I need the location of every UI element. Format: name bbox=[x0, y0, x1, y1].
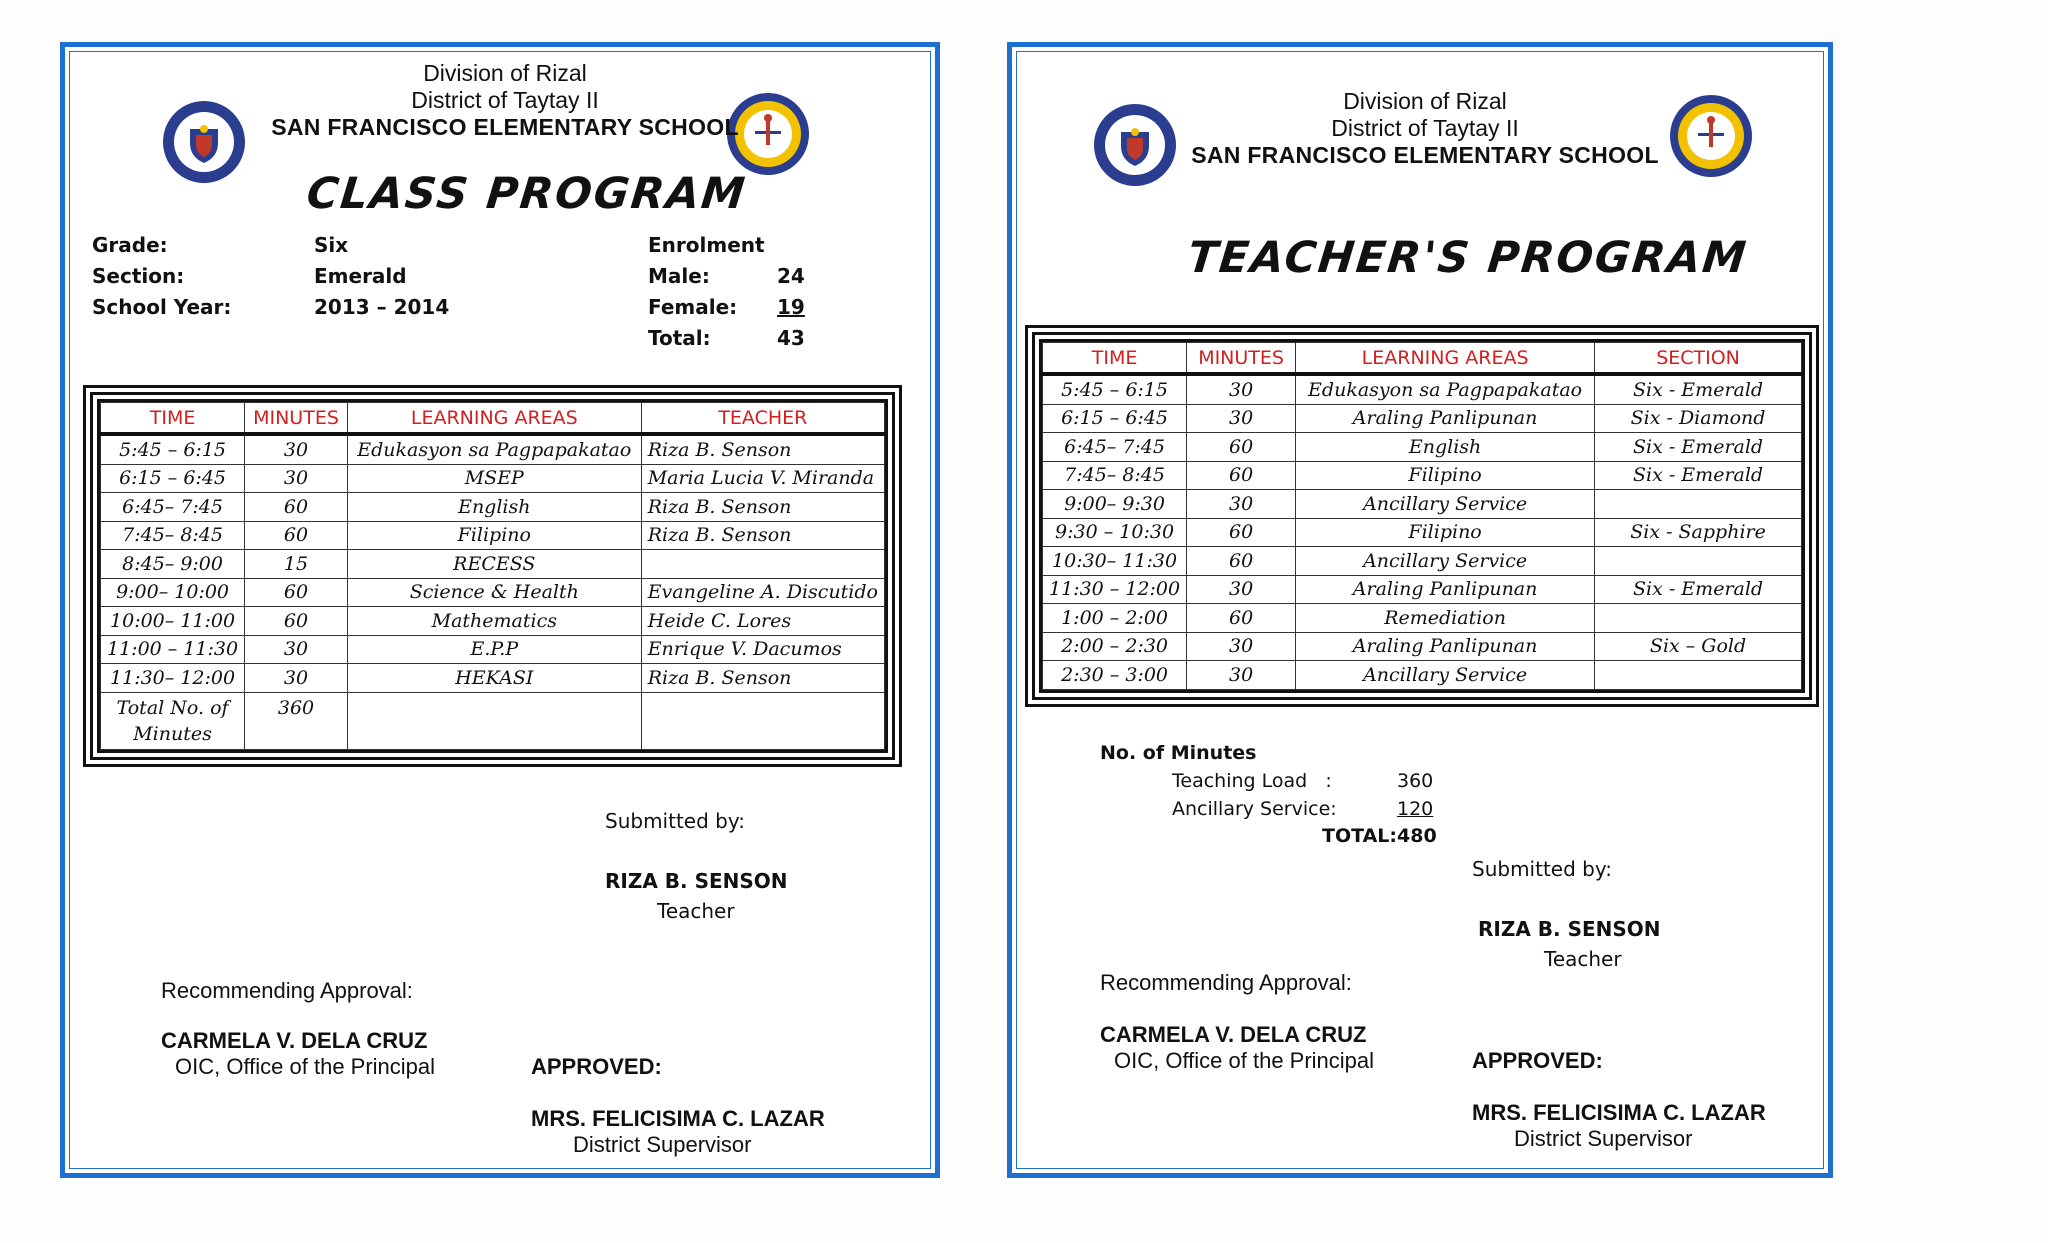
minutes-cell: 30 bbox=[245, 635, 348, 664]
minutes-cell: 30 bbox=[1187, 490, 1296, 519]
total-empty-cell bbox=[347, 692, 641, 749]
learning-area-cell: Science & Health bbox=[347, 578, 641, 607]
recommender-role: OIC, Office of the Principal bbox=[1114, 1048, 1375, 1073]
last-cell: Riza B. Senson bbox=[641, 521, 884, 550]
total-minutes-value: 360 bbox=[245, 692, 348, 749]
enrolment-labels bbox=[648, 230, 765, 354]
school-name: SAN FRANCISCO ELEMENTARY SCHOOL bbox=[271, 114, 739, 140]
table-row bbox=[101, 493, 885, 522]
class-schedule-body bbox=[101, 434, 885, 692]
time-cell: 1:00 – 2:00 bbox=[1043, 604, 1187, 633]
learning-area-cell: HEKASI bbox=[347, 664, 641, 693]
recommending-label: Recommending Approval: bbox=[1100, 970, 1352, 995]
table-row bbox=[1043, 661, 1802, 690]
learning-area-cell: MSEP bbox=[347, 464, 641, 493]
time-cell: 9:30 – 10:30 bbox=[1043, 518, 1187, 547]
learning-area-cell: RECESS bbox=[347, 550, 641, 579]
male-label: Male: bbox=[648, 264, 710, 288]
learning-area-cell: Edukasyon sa Pagpapakatao bbox=[347, 434, 641, 464]
minutes-cell: 60 bbox=[245, 578, 348, 607]
minutes-cell: 60 bbox=[1187, 547, 1296, 576]
table-row bbox=[1043, 632, 1802, 661]
enrolment-values bbox=[777, 261, 805, 354]
last-cell bbox=[1595, 490, 1802, 519]
section-label: Section: bbox=[92, 264, 185, 288]
header-teacher: TEACHER bbox=[641, 403, 884, 435]
last-cell: Evangeline A. Discutido bbox=[641, 578, 884, 607]
last-cell: Six - Diamond bbox=[1595, 404, 1802, 433]
recommending-label: Recommending Approval: bbox=[161, 978, 413, 1003]
table-row bbox=[101, 664, 885, 693]
learning-area-cell: Araling Panlipunan bbox=[1296, 575, 1595, 604]
minutes-cell: 60 bbox=[245, 607, 348, 636]
teaching-load-value: 360 bbox=[1397, 770, 1434, 792]
recommender-name: CARMELA V. DELA CRUZ bbox=[161, 1028, 428, 1053]
approver-role: District Supervisor bbox=[1514, 1126, 1693, 1151]
last-cell bbox=[1595, 604, 1802, 633]
total-minutes-label: Total No. of Minutes bbox=[101, 692, 245, 749]
time-cell: 6:15 – 6:45 bbox=[1043, 404, 1187, 433]
last-cell: Maria Lucia V. Miranda bbox=[641, 464, 884, 493]
last-cell bbox=[641, 550, 884, 579]
approved-label: APPROVED: bbox=[1472, 1048, 1603, 1073]
learning-area-cell: English bbox=[1296, 433, 1595, 462]
last-cell: Riza B. Senson bbox=[641, 434, 884, 464]
time-cell: 5:45 – 6:15 bbox=[1043, 374, 1187, 404]
teacher-schedule-frame bbox=[1025, 325, 1819, 707]
learning-area-cell: E.P.P bbox=[347, 635, 641, 664]
learning-area-cell: Ancillary Service bbox=[1296, 661, 1595, 690]
minutes-cell: 60 bbox=[1187, 604, 1296, 633]
submitter-name: RIZA B. SENSON bbox=[1478, 917, 1661, 941]
header-minutes: MINUTES bbox=[245, 403, 348, 435]
header-minutes: MINUTES bbox=[1187, 343, 1296, 375]
table-row bbox=[101, 578, 885, 607]
table-row bbox=[1043, 404, 1802, 433]
submitter-role: Teacher bbox=[1544, 947, 1622, 971]
minutes-cell: 60 bbox=[1187, 433, 1296, 462]
minutes-cell: 30 bbox=[245, 664, 348, 693]
learning-area-cell: Araling Panlipunan bbox=[1296, 404, 1595, 433]
submitter-role: Teacher bbox=[657, 899, 735, 923]
minutes-total-label: TOTAL: bbox=[1322, 825, 1398, 847]
female-label: Female: bbox=[648, 295, 738, 319]
learning-area-cell: Ancillary Service bbox=[1296, 547, 1595, 576]
header-time: TIME bbox=[101, 403, 245, 435]
division-text: Division of Rizal bbox=[423, 60, 587, 86]
table-total-row bbox=[101, 692, 885, 749]
learning-area-cell: Ancillary Service bbox=[1296, 490, 1595, 519]
year-label: School Year: bbox=[92, 295, 232, 319]
minutes-cell: 30 bbox=[245, 434, 348, 464]
last-cell: Enrique V. Dacumos bbox=[641, 635, 884, 664]
learning-area-cell: English bbox=[347, 493, 641, 522]
teacher-program-page bbox=[1007, 42, 1833, 1178]
approved-label: APPROVED: bbox=[531, 1054, 662, 1079]
table-row bbox=[1043, 575, 1802, 604]
school-header bbox=[1012, 88, 1838, 169]
learning-area-cell: Remediation bbox=[1296, 604, 1595, 633]
grade-label: Grade: bbox=[92, 233, 168, 257]
time-cell: 5:45 – 6:15 bbox=[101, 434, 245, 464]
submitter-name: RIZA B. SENSON bbox=[605, 869, 788, 893]
header-section: SECTION bbox=[1595, 343, 1802, 375]
time-cell: 9:00– 9:30 bbox=[1043, 490, 1187, 519]
table-row bbox=[1043, 433, 1802, 462]
learning-area-cell: Filipino bbox=[1296, 461, 1595, 490]
time-cell: 6:45– 7:45 bbox=[1043, 433, 1187, 462]
page-title: TEACHER'S PROGRAM bbox=[1185, 233, 1751, 283]
total-label: Total: bbox=[648, 326, 711, 350]
table-row bbox=[101, 635, 885, 664]
last-cell: Six - Emerald bbox=[1595, 575, 1802, 604]
last-cell: Riza B. Senson bbox=[641, 664, 884, 693]
last-cell: Six - Emerald bbox=[1595, 374, 1802, 404]
minutes-cell: 30 bbox=[1187, 661, 1296, 690]
learning-area-cell: Edukasyon sa Pagpapakatao bbox=[1296, 374, 1595, 404]
minutes-cell: 60 bbox=[1187, 518, 1296, 547]
school-header bbox=[65, 60, 945, 141]
time-cell: 10:00– 11:00 bbox=[101, 607, 245, 636]
class-program-page bbox=[60, 42, 940, 1178]
section-value: Emerald bbox=[314, 264, 407, 288]
last-cell: Six - Emerald bbox=[1595, 433, 1802, 462]
division-text: Division of Rizal bbox=[1343, 88, 1507, 114]
table-row bbox=[1043, 518, 1802, 547]
time-cell: 6:45– 7:45 bbox=[101, 493, 245, 522]
teaching-load-label: Teaching Load : bbox=[1172, 770, 1332, 792]
total-value: 43 bbox=[777, 326, 805, 350]
time-cell: 8:45– 9:00 bbox=[101, 550, 245, 579]
minutes-heading: No. of Minutes bbox=[1100, 742, 1257, 764]
table-row bbox=[101, 434, 885, 464]
grade-value: Six bbox=[314, 233, 349, 257]
approver-name: MRS. FELICISIMA C. LAZAR bbox=[531, 1106, 825, 1131]
minutes-cell: 30 bbox=[1187, 374, 1296, 404]
minutes-cell: 30 bbox=[1187, 404, 1296, 433]
minutes-cell: 30 bbox=[1187, 575, 1296, 604]
class-schedule-frame bbox=[83, 385, 902, 767]
teacher-schedule-table bbox=[1042, 342, 1802, 690]
header-time: TIME bbox=[1043, 343, 1187, 375]
time-cell: 11:30 – 12:00 bbox=[1043, 575, 1187, 604]
last-cell: Six - Emerald bbox=[1595, 461, 1802, 490]
enrolment-label: Enrolment bbox=[648, 233, 765, 257]
table-row bbox=[101, 550, 885, 579]
recommender-name: CARMELA V. DELA CRUZ bbox=[1100, 1022, 1367, 1047]
minutes-cell: 60 bbox=[245, 493, 348, 522]
approver-name: MRS. FELICISIMA C. LAZAR bbox=[1472, 1100, 1766, 1125]
time-cell: 2:30 – 3:00 bbox=[1043, 661, 1187, 690]
learning-area-cell: Filipino bbox=[347, 521, 641, 550]
info-values bbox=[314, 230, 449, 323]
time-cell: 7:45– 8:45 bbox=[101, 521, 245, 550]
ancillary-value: 120 bbox=[1397, 798, 1434, 820]
table-row bbox=[1043, 547, 1802, 576]
info-labels bbox=[92, 230, 231, 323]
last-cell bbox=[1595, 547, 1802, 576]
table-header-row bbox=[101, 403, 885, 435]
teacher-schedule-body bbox=[1043, 374, 1802, 689]
header-learning-areas: LEARNING AREAS bbox=[347, 403, 641, 435]
table-row bbox=[1043, 374, 1802, 404]
school-name: SAN FRANCISCO ELEMENTARY SCHOOL bbox=[1191, 142, 1659, 168]
minutes-cell: 30 bbox=[245, 464, 348, 493]
time-cell: 11:00 – 11:30 bbox=[101, 635, 245, 664]
minutes-cell: 30 bbox=[1187, 632, 1296, 661]
table-header-row bbox=[1043, 343, 1802, 375]
table-row bbox=[101, 464, 885, 493]
recommender-role: OIC, Office of the Principal bbox=[175, 1054, 436, 1079]
time-cell: 7:45– 8:45 bbox=[1043, 461, 1187, 490]
male-value: 24 bbox=[777, 264, 805, 288]
header-learning-areas: LEARNING AREAS bbox=[1296, 343, 1595, 375]
page-title: CLASS PROGRAM bbox=[304, 169, 749, 219]
year-value: 2013 – 2014 bbox=[314, 295, 450, 319]
district-text: District of Taytay II bbox=[1331, 115, 1519, 141]
last-cell: Riza B. Senson bbox=[641, 493, 884, 522]
minutes-cell: 60 bbox=[1187, 461, 1296, 490]
learning-area-cell: Araling Panlipunan bbox=[1296, 632, 1595, 661]
ancillary-label: Ancillary Service: bbox=[1172, 798, 1337, 820]
district-text: District of Taytay II bbox=[411, 87, 599, 113]
learning-area-cell: Mathematics bbox=[347, 607, 641, 636]
table-row bbox=[1043, 604, 1802, 633]
time-cell: 2:00 – 2:30 bbox=[1043, 632, 1187, 661]
minutes-cell: 60 bbox=[245, 521, 348, 550]
time-cell: 9:00– 10:00 bbox=[101, 578, 245, 607]
time-cell: 6:15 – 6:45 bbox=[101, 464, 245, 493]
time-cell: 10:30– 11:30 bbox=[1043, 547, 1187, 576]
class-schedule-table bbox=[100, 402, 885, 750]
minutes-total-value: 480 bbox=[1397, 825, 1437, 847]
table-row bbox=[1043, 461, 1802, 490]
submitted-label: Submitted by: bbox=[1472, 857, 1612, 881]
last-cell: Six – Gold bbox=[1595, 632, 1802, 661]
approver-role: District Supervisor bbox=[573, 1132, 752, 1157]
last-cell: Six - Sapphire bbox=[1595, 518, 1802, 547]
last-cell bbox=[1595, 661, 1802, 690]
time-cell: 11:30– 12:00 bbox=[101, 664, 245, 693]
learning-area-cell: Filipino bbox=[1296, 518, 1595, 547]
table-row bbox=[101, 521, 885, 550]
submitted-label: Submitted by: bbox=[605, 809, 745, 833]
minutes-cell: 15 bbox=[245, 550, 348, 579]
total-empty-cell bbox=[641, 692, 884, 749]
table-row bbox=[1043, 490, 1802, 519]
table-row bbox=[101, 607, 885, 636]
last-cell: Heide C. Lores bbox=[641, 607, 884, 636]
female-value: 19 bbox=[777, 295, 805, 319]
